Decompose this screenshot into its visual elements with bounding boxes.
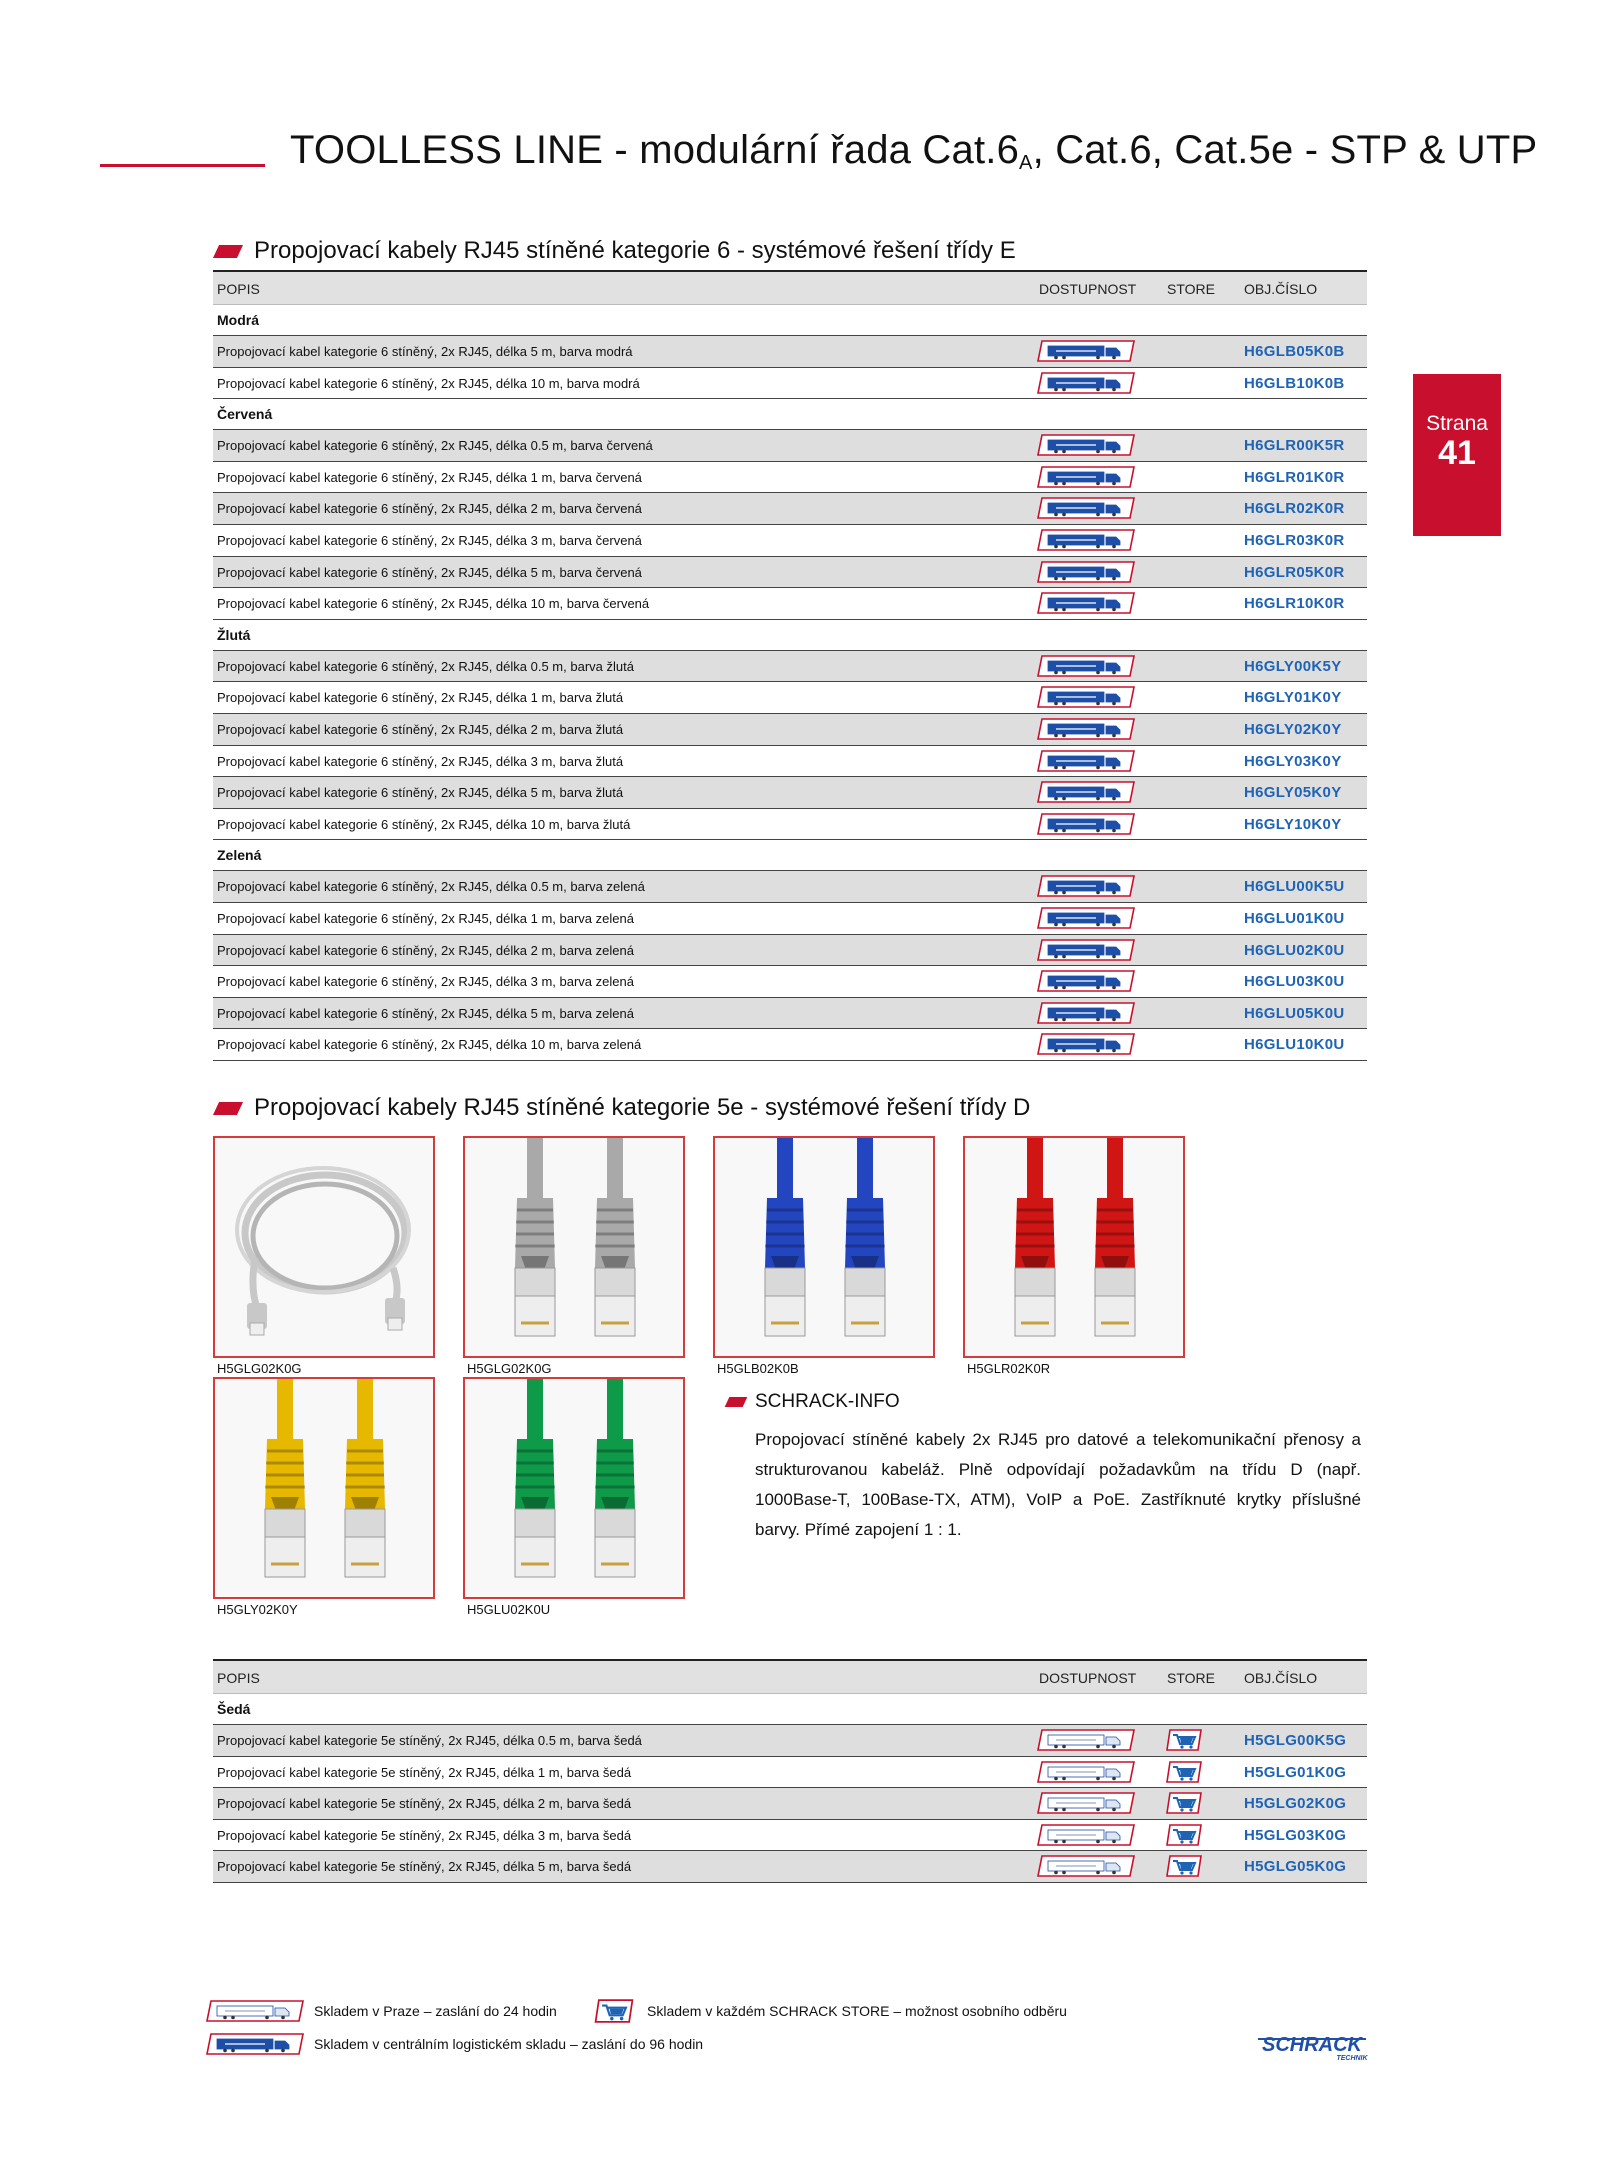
legend-store: Skladem v každém SCHRACK STORE – možnost osobního odběru [647, 2003, 1067, 2019]
col-dostupnost: DOSTUPNOST [1039, 281, 1137, 297]
photo-caption: H5GLY02K0Y [217, 1602, 298, 1617]
order-number[interactable]: H6GLU03K0U [1244, 973, 1345, 991]
table-row [213, 998, 1367, 1030]
table-row [213, 966, 1367, 998]
schrack-info-heading: SCHRACK-INFO [727, 1391, 900, 1413]
product-photo [213, 1377, 435, 1599]
product-description: Propojovací kabel kategorie 6 stíněný, 2x RJ45, délka 5 m, barva zelená [217, 1005, 634, 1021]
product-description: Propojovací kabel kategorie 6 stíněný, 2x RJ45, délka 1 m, barva červená [217, 469, 642, 485]
order-number[interactable]: H6GLY05K0Y [1244, 784, 1342, 802]
truck-central-icon [1036, 685, 1136, 709]
order-number[interactable]: H5GLG02K0G [1244, 1795, 1347, 1813]
table-row [213, 493, 1367, 525]
truck-central-icon [1036, 780, 1136, 804]
table-row [213, 1851, 1367, 1883]
order-number[interactable]: H6GLY00K5Y [1244, 657, 1342, 675]
truck-prague-icon [1036, 1823, 1136, 1847]
group-heading: Modrá [213, 305, 1367, 336]
cart-store-icon [590, 1998, 638, 2024]
order-number[interactable]: H6GLU02K0U [1244, 941, 1345, 959]
order-number[interactable]: H6GLU00K5U [1244, 878, 1345, 896]
truck-central-icon [1036, 560, 1136, 584]
order-number[interactable]: H6GLR02K0R [1244, 500, 1345, 518]
table-header [213, 272, 1367, 305]
schrack-logo [1252, 2024, 1372, 2062]
table-row [213, 1788, 1367, 1820]
photo-caption: H5GLG02K0G [467, 1361, 552, 1376]
product-description: Propojovací kabel kategorie 6 stíněný, 2x RJ45, délka 10 m, barva žlutá [217, 816, 631, 832]
product-table-cat6 [213, 272, 1367, 1061]
section-marker-icon [213, 245, 243, 258]
product-description: Propojovací kabel kategorie 6 stíněný, 2x RJ45, délka 1 m, barva žlutá [217, 690, 624, 706]
table-row [213, 682, 1367, 714]
product-description: Propojovací kabel kategorie 6 stíněný, 2x RJ45, délka 2 m, barva červená [217, 501, 642, 517]
order-number[interactable]: H6GLY02K0Y [1244, 720, 1342, 738]
truck-prague-icon [1036, 1854, 1136, 1878]
product-photo [713, 1136, 935, 1358]
section1-heading: Propojovací kabely RJ45 stíněné kategorie 6 - systémové řešení třídy E [216, 237, 1016, 265]
product-photo [463, 1377, 685, 1599]
order-number[interactable]: H5GLG00K5G [1244, 1732, 1347, 1749]
svg-text:TECHNIK: TECHNIK [1336, 2055, 1368, 2062]
truck-central-icon [1036, 938, 1136, 962]
table-row [213, 525, 1367, 557]
order-number[interactable]: H6GLY10K0Y [1244, 815, 1342, 833]
product-description: Propojovací kabel kategorie 6 stíněný, 2x RJ45, délka 1 m, barva zelená [217, 910, 634, 926]
table-row [213, 777, 1367, 809]
truck-central-icon [1036, 591, 1136, 615]
product-description: Propojovací kabel kategorie 6 stíněný, 2x RJ45, délka 5 m, barva modrá [217, 344, 633, 359]
group-heading: Zelená [213, 840, 1367, 871]
truck-central-icon [1036, 717, 1136, 741]
table-row [213, 1725, 1367, 1757]
col-store: STORE [1167, 1670, 1215, 1686]
order-number[interactable]: H6GLB10K0B [1244, 374, 1345, 392]
table-row [213, 903, 1367, 935]
truck-prague-icon [1036, 1728, 1136, 1752]
page-tab-label: Strana [1426, 412, 1488, 435]
section2-heading: Propojovací kabely RJ45 stíněné kategorie 5e - systémové řešení třídy D [216, 1094, 1030, 1122]
table-header [213, 1661, 1367, 1694]
table-row [213, 588, 1367, 620]
page-title: TOOLLESS LINE - modulární řada $Cat.6_A$, Cat.6, Cat.5e - STP & UTP [290, 128, 1538, 174]
truck-central-icon [1036, 528, 1136, 552]
product-description: Propojovací kabel kategorie 6 stíněný, 2x RJ45, délka 5 m, barva žlutá [217, 785, 624, 801]
truck-central-icon [1036, 433, 1136, 457]
order-number[interactable]: H6GLR03K0R [1244, 531, 1345, 549]
cart-store-icon [1165, 1760, 1203, 1784]
truck-central-icon [1036, 339, 1136, 363]
product-photo [963, 1136, 1185, 1358]
title-accent-line [100, 164, 265, 167]
legend-prague: Skladem v Praze – zaslání do 24 hodin [314, 2003, 557, 2019]
product-description: Propojovací kabel kategorie 5e stíněný, 2x RJ45, délka 3 m, barva šedá [217, 1827, 632, 1843]
photo-caption: H5GLR02K0R [967, 1361, 1051, 1376]
table-row [213, 809, 1367, 841]
table-row [213, 714, 1367, 746]
truck-central-icon [1036, 749, 1136, 773]
product-description: Propojovací kabel kategorie 5e stíněný, 2x RJ45, délka 0.5 m, barva šedá [217, 1733, 642, 1748]
table-row [213, 430, 1367, 462]
product-description: Propojovací kabel kategorie 6 stíněný, 2x RJ45, délka 0.5 m, barva žlutá [217, 658, 634, 674]
truck-central-icon [1036, 465, 1136, 489]
truck-central-icon [1036, 1032, 1136, 1056]
svg-text:SCHRACK: SCHRACK [1262, 2034, 1362, 2056]
cart-store-icon [1165, 1791, 1203, 1815]
truck-central-icon [1036, 654, 1136, 678]
product-description: Propojovací kabel kategorie 6 stíněný, 2x RJ45, délka 0.5 m, barva červená [217, 438, 653, 454]
truck-central-icon [1036, 1001, 1136, 1025]
product-photo [463, 1136, 685, 1358]
order-number[interactable]: H6GLB05K0B [1244, 343, 1345, 360]
order-number[interactable]: H5GLG03K0G [1244, 1826, 1347, 1844]
order-number[interactable]: H5GLG05K0G [1244, 1858, 1347, 1876]
col-store: STORE [1167, 281, 1215, 297]
col-obj-cislo: OBJ.ČÍSLO [1244, 1670, 1318, 1686]
truck-central-icon [1036, 969, 1136, 993]
col-dostupnost: DOSTUPNOST [1039, 1670, 1137, 1686]
page-tab [1413, 374, 1501, 536]
truck-central-icon [1036, 496, 1136, 520]
product-description: Propojovací kabel kategorie 6 stíněný, 2x RJ45, délka 3 m, barva zelená [217, 974, 634, 990]
table-row [213, 1757, 1367, 1789]
product-description: Propojovací kabel kategorie 6 stíněný, 2x RJ45, délka 10 m, barva červená [217, 596, 650, 612]
product-description: Propojovací kabel kategorie 6 stíněný, 2x RJ45, délka 10 m, barva modrá [217, 375, 640, 391]
section-marker-icon [213, 1102, 243, 1115]
col-popis: POPIS [217, 1670, 260, 1686]
truck-prague-icon [1036, 1791, 1136, 1815]
product-description: Propojovací kabel kategorie 6 stíněný, 2x RJ45, délka 10 m, barva zelená [217, 1037, 642, 1053]
order-number[interactable]: H6GLR01K0R [1244, 468, 1345, 486]
product-photo [213, 1136, 435, 1358]
truck-central-icon [1036, 812, 1136, 836]
product-table-cat5e [213, 1661, 1367, 1883]
section-marker-icon [725, 1397, 748, 1407]
group-heading: Červená [213, 399, 1367, 430]
col-obj-cislo: OBJ.ČÍSLO [1244, 281, 1318, 297]
product-description: Propojovací kabel kategorie 6 stíněný, 2x RJ45, délka 2 m, barva žlutá [217, 721, 624, 737]
order-number[interactable]: H5GLG01K0G [1244, 1763, 1347, 1781]
table-row [213, 651, 1367, 683]
product-description: Propojovací kabel kategorie 6 stíněný, 2x RJ45, délka 2 m, barva zelená [217, 942, 634, 958]
cart-store-icon [1165, 1854, 1203, 1878]
page-number: 41 [1438, 434, 1476, 472]
product-description: Propojovací kabel kategorie 5e stíněný, 2x RJ45, délka 2 m, barva šedá [217, 1796, 632, 1812]
product-description: Propojovací kabel kategorie 6 stíněný, 2x RJ45, délka 5 m, barva červená [217, 564, 642, 580]
order-number[interactable]: H6GLU01K0U [1244, 909, 1345, 927]
product-description: Propojovací kabel kategorie 5e stíněný, 2x RJ45, délka 1 m, barva šedá [217, 1764, 632, 1780]
order-number[interactable]: H6GLY03K0Y [1244, 752, 1342, 770]
product-description: Propojovací kabel kategorie 5e stíněný, 2x RJ45, délka 5 m, barva šedá [217, 1859, 632, 1875]
schrack-info-text: Propojovací stíněné kabely 2x RJ45 pro datové a telekomunikační přenosy a strukturovanou kabeláž. Plně odpovídají požadavkům na třídu D (např. 1000Base-T, 100Base-TX, ATM), VoIP a PoE. Zastříknuté krytky příslušné barvy. Přímé zapojení 1 : 1. [755, 1430, 1361, 1539]
order-number[interactable]: H6GLR10K0R [1244, 595, 1345, 613]
col-popis: POPIS [217, 281, 260, 297]
table-row [213, 1029, 1367, 1061]
table-row [213, 368, 1367, 400]
table-row [213, 1820, 1367, 1852]
truck-central-icon [205, 2031, 305, 2057]
order-number[interactable]: H6GLU10K0U [1244, 1036, 1345, 1054]
product-description: Propojovací kabel kategorie 6 stíněný, 2x RJ45, délka 0.5 m, barva zelená [217, 879, 645, 895]
table-row [213, 935, 1367, 967]
order-number[interactable]: H6GLR00K5R [1244, 437, 1345, 455]
group-heading: Žlutá [213, 620, 1367, 651]
table-row [213, 746, 1367, 778]
cart-store-icon [1165, 1823, 1203, 1847]
table-row [213, 336, 1367, 368]
table-row [213, 871, 1367, 903]
legend-central: Skladem v centrálním logistickém skladu – zaslání do 96 hodin [314, 2036, 704, 2052]
order-number[interactable]: H6GLR05K0R [1244, 563, 1345, 581]
product-description: Propojovací kabel kategorie 6 stíněný, 2x RJ45, délka 3 m, barva žlutá [217, 753, 624, 769]
truck-central-icon [1036, 906, 1136, 930]
truck-central-icon [1036, 371, 1136, 395]
truck-prague-icon [205, 1998, 305, 2024]
photo-caption: H5GLG02K0G [217, 1361, 302, 1376]
cart-store-icon [1165, 1728, 1203, 1752]
order-number[interactable]: H6GLU05K0U [1244, 1004, 1345, 1022]
product-description: Propojovací kabel kategorie 6 stíněný, 2x RJ45, délka 3 m, barva červená [217, 532, 642, 548]
photo-caption: H5GLU02K0U [467, 1602, 551, 1617]
group-heading: Šedá [213, 1694, 1367, 1725]
photo-caption: H5GLB02K0B [717, 1361, 799, 1376]
table-row [213, 462, 1367, 494]
table-row [213, 557, 1367, 589]
order-number[interactable]: H6GLY01K0Y [1244, 689, 1342, 707]
truck-prague-icon [1036, 1760, 1136, 1784]
truck-central-icon [1036, 874, 1136, 898]
